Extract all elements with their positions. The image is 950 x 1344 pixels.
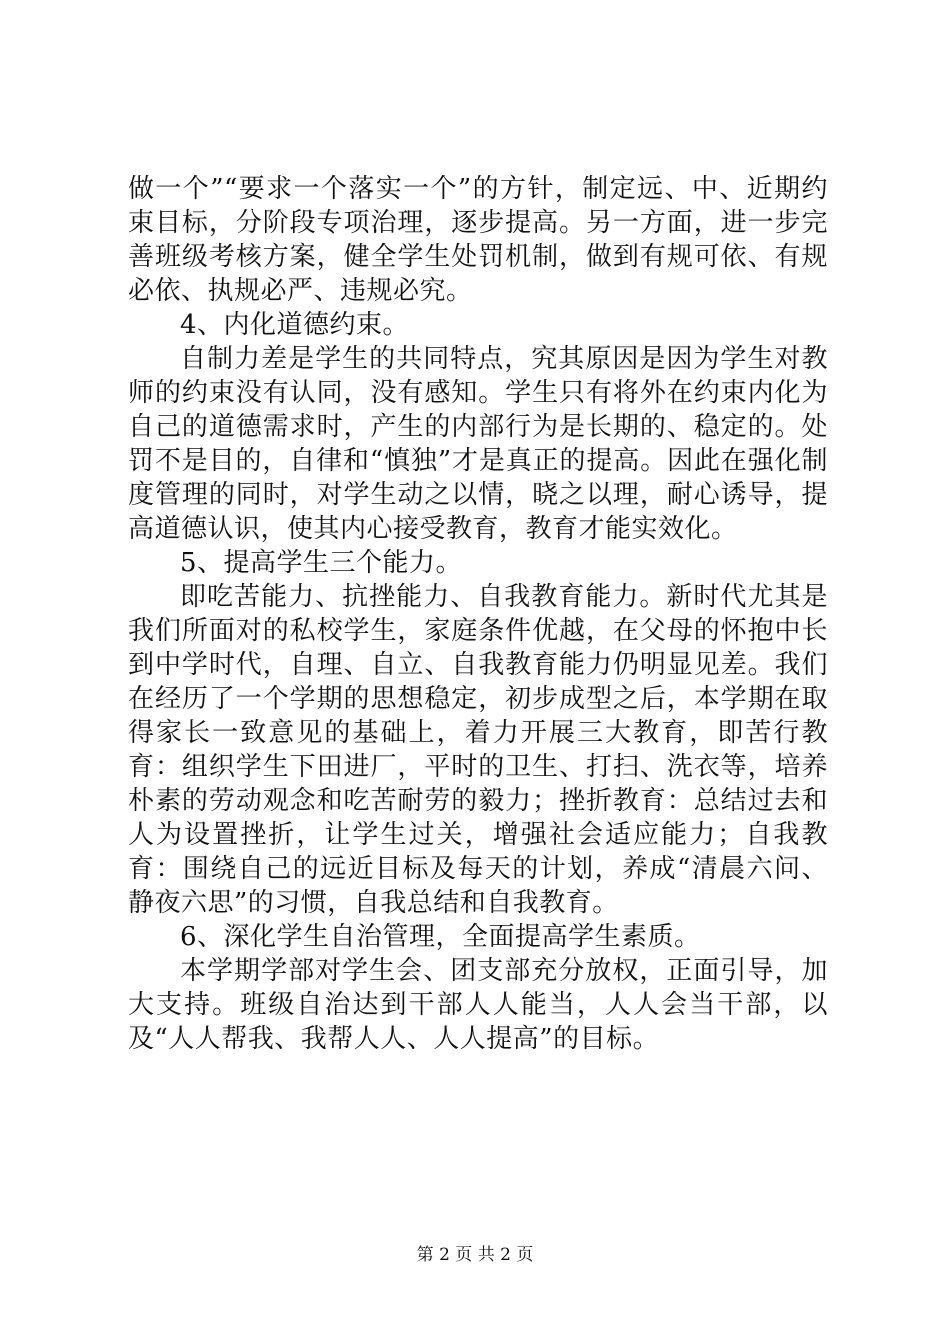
section-heading-5: 5、提高学生三个能力。 xyxy=(180,548,463,578)
paragraph-moral-constraint: 自制力差是学生的共同特点，究其原因是因为学生对教师的约束没有认同，没有感知。学生只有将外在约束内化为自己的道德需求时，产生的内部行为是长期的、稳定的。处罚不是目的，自律和“慎独”才是真正的提高。因此在强化制度管理的同时，对学生动之以情，晓之以理，耐心诱导，提高道德认识，使其内心接受教育，教育才能实效化。 xyxy=(128,344,828,544)
section-heading-6: 6、深化学生自治管理，全面提高学生素质。 xyxy=(180,922,701,952)
paragraph-continuation: 做一个”“要求一个落实一个”的方针，制定远、中、近期约束目标，分阶段专项治理，逐步提高。另一方面，进一步完善班级考核方案，健全学生处罚机制，做到有规可依、有规必依、执规必严、违规必究。 xyxy=(128,174,828,306)
paragraph-self-governance: 本学期学部对学生会、团支部充分放权，正面引导，加大支持。班级自治达到干部人人能当，人人会当干部，以及“人人帮我、我帮人人、人人提高”的目标。 xyxy=(128,956,828,1054)
document-body xyxy=(128,172,828,1056)
page-footer: 第 2 页 共 2 页 xyxy=(416,1245,534,1265)
paragraph-three-abilities: 即吃苦能力、抗挫能力、自我教育能力。新时代尤其是我们所面对的私校学生，家庭条件优越，在父母的怀抱中长到中学时代，自理、自立、自我教育能力仍明显见差。我们在经历了一个学期的思想稳定，初步成型之后，本学期在取得家长一致意见的基础上，着力开展三大教育，即苦行教育：组织学生下田进厂，平时的卫生、打扫、洗衣等，培养朴素的劳动观念和吃苦耐劳的毅力；挫折教育：总结过去和人为设置挫折，让学生过关，增强社会适应能力；自我教育：围绕自己的远近目标及每天的计划，养成“清晨六问、静夜六思”的习惯，自我总结和自我教育。 xyxy=(128,582,828,918)
section-heading-4: 4、内化道德约束。 xyxy=(180,310,410,340)
